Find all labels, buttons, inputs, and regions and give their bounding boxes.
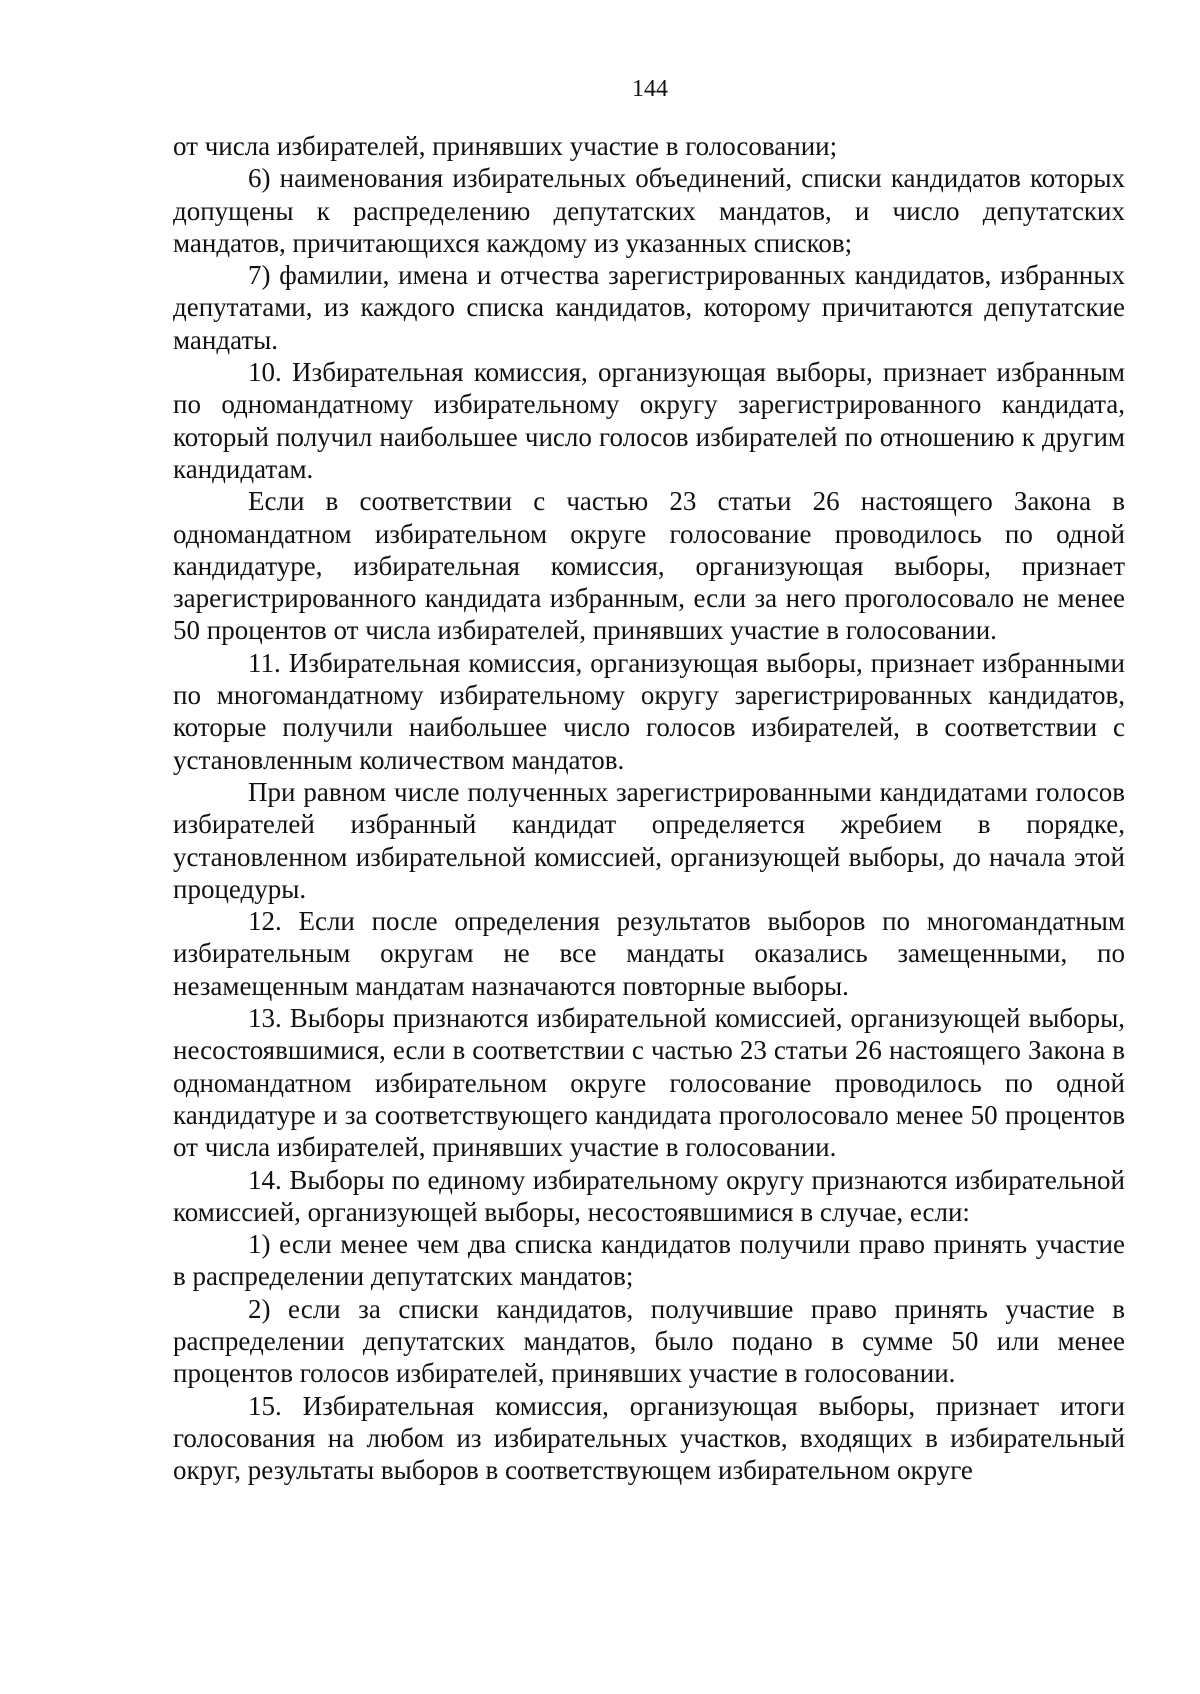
paragraph: 6) наименования избирательных объединений, списки кандидатов которых допущены к распределению депутатских мандатов, и число депутатских мандатов, причитающихся каждому из указанных списков; [173, 163, 1125, 258]
document-body [173, 130, 1125, 1486]
paragraph: 14. Выборы по единому избирательному округу признаются избирательной комиссией, организующей выборы, несостоявшимися в случае, если: [173, 1164, 1125, 1227]
paragraph: 7) фамилии, имена и отчества зарегистрированных кандидатов, избранных депутатами, из каждого списка кандидатов, которому причитаются депутатские мандаты. [173, 260, 1125, 355]
paragraph: 13. Выборы признаются избирательной комиссией, организующей выборы, несостоявшимися, если в соответствии с частью 23 статьи 26 настоящего Закона в одномандатном избирательном округе голосование проводилось по одной кандидатуре и за соответствующего кандидата проголосовало менее 50 процентов от числа избирателей, принявших участие в голосовании. [173, 1003, 1125, 1163]
paragraph: от числа избирателей, принявших участие в голосовании; [173, 131, 838, 161]
paragraph: 1) если менее чем два списка кандидатов получили право принять участие в распределении депутатских мандатов; [173, 1229, 1125, 1292]
paragraph: 15. Избирательная комиссия, организующая выборы, признает итоги голосования на любом из избирательных участков, входящих в избирательный округ, результаты выборов в соответствующем избирательном округе [173, 1390, 1125, 1486]
paragraph: 12. Если после определения результатов выборов по многомандатным избирательным округам не все мандаты оказались замещенными, по незамещенным мандатам назначаются повторные выборы. [173, 906, 1125, 1001]
paragraph: При равном числе полученных зарегистрированными кандидатами голосов избирателей избранный кандидат определяется жребием в порядке, установленном избирательной комиссией, организующей выборы, до начала этой процедуры. [173, 776, 1125, 904]
paragraph: 10. Избирательная комиссия, организующая выборы, признает избранным по одномандатному избирательному округу зарегистрированного кандидата, который получил наибольшее число голосов избирателей по отношению к другим кандидатам. [173, 357, 1125, 484]
paragraph: Если в соответствии с частью 23 статьи 26 настоящего Закона в одномандатном избирательном округе голосование проводилось по одной кандидатуре, избирательная комиссия, организующая выборы, признает зарегистрированного кандидата избранным, если за него проголосовало не менее 50 процентов от числа избирателей, принявших участие в голосовании. [173, 486, 1125, 646]
paragraph: 11. Избирательная комиссия, организующая выборы, признает избранными по многомандатному избирательному округу зарегистрированных кандидатов, которые получили наибольшее число голосов избирателей, в соответствии с установленным количеством мандатов. [173, 647, 1125, 775]
paragraph: 2) если за списки кандидатов, получившие право принять участие в распределении депутатских мандатов, было подано в сумме 50 или менее процентов голосов избирателей, принявших участие в голосовании. [173, 1293, 1125, 1389]
page-number: 144 [632, 76, 668, 102]
